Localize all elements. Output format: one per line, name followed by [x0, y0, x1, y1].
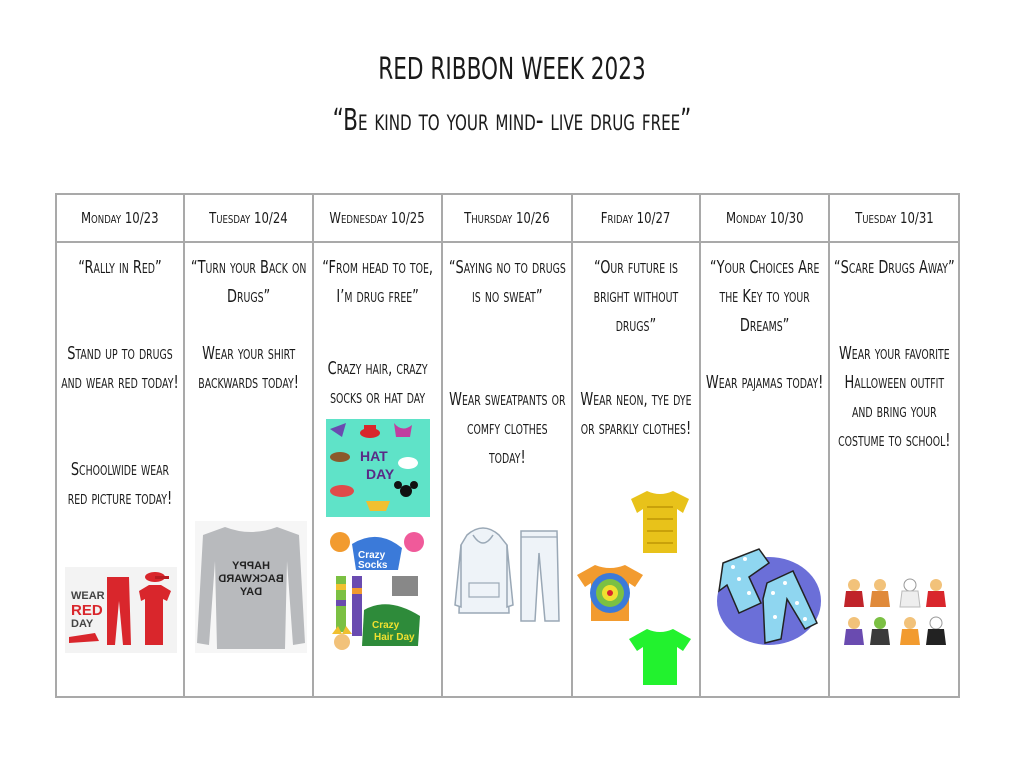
day-description: Wear pajamas today!: [705, 372, 824, 393]
day-cell-wed-1025: [313, 242, 442, 697]
page-subtitle: “Be kind to your mind- live drug free”: [332, 103, 692, 138]
crazy-socks-hair-image: [328, 530, 428, 652]
header-row: [56, 194, 959, 242]
wear-red-day-image: [65, 567, 177, 653]
crazy-hair-label: Crazy: [372, 620, 400, 631]
day-cell-mon-1030: [700, 242, 829, 697]
day-description: Wear sweatpants or comfy clothes today!: [448, 389, 566, 468]
day-theme: “Rally in Red”: [78, 257, 162, 278]
svg-text:BACKWARD: BACKWARD: [218, 573, 284, 585]
svg-text:DAY: DAY: [71, 618, 94, 630]
day-theme: “Saying no to drugs is no sweat”: [448, 257, 566, 307]
wear-red-label: WEAR: [71, 590, 105, 602]
day-cell-tue-1024: [184, 242, 313, 697]
day-extra-note: Schoolwide wear red picture today!: [67, 459, 173, 509]
sweatpants-image: [453, 521, 565, 633]
day-cell-fri-1027: [572, 242, 700, 697]
day-header-tue-1031: Tuesday 10/31: [829, 194, 959, 242]
pajamas-image: [709, 543, 823, 655]
crazy-socks-label: Crazy: [358, 550, 386, 561]
svg-text:DAY: DAY: [366, 466, 395, 482]
day-description: Stand up to drugs and wear red today!: [61, 343, 179, 393]
halloween-costumes-image: [840, 573, 952, 653]
sparkly-shirt-image: [627, 487, 693, 557]
day-cell-tue-1031: [829, 242, 959, 697]
day-header-mon-1030: Monday 10/30: [700, 194, 829, 242]
day-header-fri-1027: Friday 10/27: [572, 194, 700, 242]
day-description: Wear your favorite Halloween outfit and bring your costume to school!: [837, 343, 951, 451]
svg-text:RED: RED: [71, 602, 103, 619]
svg-text:HAPPY: HAPPY: [232, 560, 270, 572]
day-theme: “From head to toe, I’m drug free”: [322, 257, 433, 307]
day-header-tue-1024: Tuesday 10/24: [184, 194, 313, 242]
day-header-mon-1023: Monday 10/23: [56, 194, 184, 242]
day-cell-mon-1023: [56, 242, 184, 697]
day-cell-thu-1026: [442, 242, 572, 697]
content-row: [56, 242, 959, 697]
day-description: Wear neon, tye dye or sparkly clothes!: [580, 389, 692, 439]
tie-dye-shirt-image: [575, 561, 645, 623]
day-header-thu-1026: Thursday 10/26: [442, 194, 572, 242]
day-header-wed-1025: Wednesday 10/25: [313, 194, 442, 242]
svg-text:DAY: DAY: [239, 586, 263, 598]
day-theme: “Scare Drugs Away”: [833, 257, 955, 278]
day-description: Wear your shirt backwards today!: [198, 343, 299, 393]
day-theme: “Your Choices Are the Key to your Dreams”: [709, 257, 820, 336]
page-title: RED RIBBON WEEK 2023: [378, 52, 646, 87]
schedule-table: [55, 193, 960, 698]
hat-day-label: HAT: [360, 448, 388, 464]
svg-text:Hair Day: Hair Day: [374, 632, 415, 643]
backward-shirt-image: [195, 521, 307, 653]
day-theme: “Our future is bright without drugs”: [593, 257, 679, 336]
day-description: Crazy hair, crazy socks or hat day: [327, 358, 428, 408]
hat-day-image: [326, 419, 430, 517]
svg-text:Socks: Socks: [358, 560, 388, 571]
neon-green-shirt-image: [627, 625, 693, 687]
day-theme: “Turn your Back on Drugs”: [190, 257, 307, 307]
